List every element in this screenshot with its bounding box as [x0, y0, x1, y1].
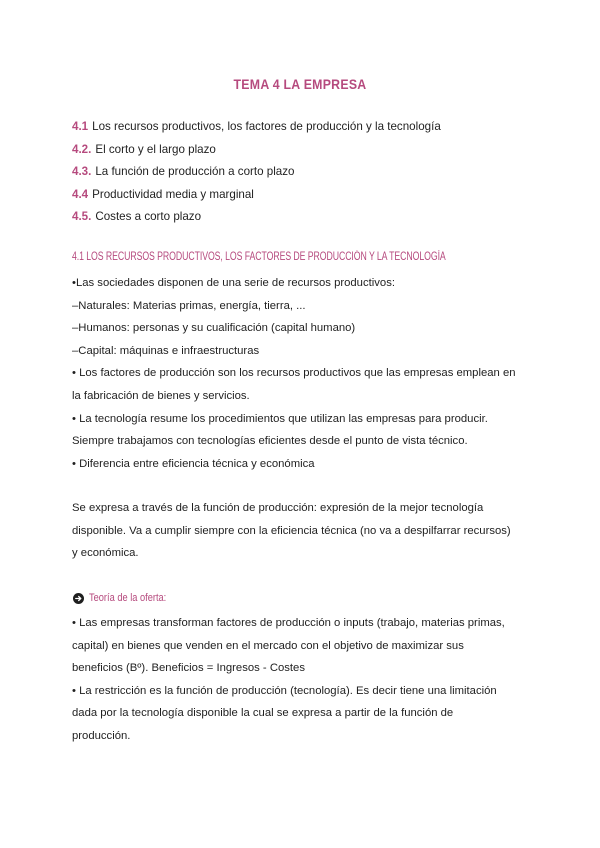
theory-heading-label: Teoría de la oferta: [89, 592, 167, 604]
toc-item [72, 187, 441, 210]
toc-item-label: Costes a corto plazo [95, 210, 202, 223]
toc-item-label: La función de producción a corto plazo [95, 165, 295, 178]
theory-body [72, 612, 534, 748]
body-line: producción. [72, 729, 131, 742]
document-title: TEMA 4 LA EMPRESA [233, 76, 367, 92]
toc-item-number: 4.5. [72, 210, 92, 223]
table-of-contents [72, 119, 441, 232]
body-line: • La tecnología resume los procedimientos que utilizan las empresas para producir. [72, 412, 488, 425]
body-line: la fabricación de bienes y servicios. [72, 389, 250, 402]
body-line: –Naturales: Materias primas, energía, tierra, ... [72, 299, 306, 312]
toc-item-label: Los recursos productivos, los factores de producción y la tecnología [92, 120, 441, 133]
body-line: beneficios (Bº). Beneficios = Ingresos - Costes [72, 662, 305, 675]
body-line: –Humanos: personas y su cualificación (capital humano) [72, 322, 356, 335]
toc-item-number: 4.3. [72, 165, 92, 178]
body-line: Siempre trabajamos con tecnologías eficientes desde el punto de vista técnico. [72, 435, 468, 448]
toc-item-number: 4.2. [72, 142, 92, 156]
body-line: • La restricción es la función de producción (tecnología). Es decir tiene una limitación [72, 684, 497, 697]
section-heading: 4.1 LOS RECURSOS PRODUCTIVOS, LOS FACTORES DE PRODUCCIÓN Y LA TECNOLOGÍA [72, 251, 446, 263]
body-line: Se expresa a través de la función de producción: expresión de la mejor tecnología [72, 502, 484, 514]
circle-arrow-right-icon [73, 593, 84, 604]
body-line: • Las empresas transforman factores de producción o inputs (trabajo, materias primas, [72, 617, 505, 629]
toc-item [72, 142, 441, 165]
body-line: disponible. Va a cumplir siempre con la eficiencia técnica (no va a despilfarrar recursos) [72, 524, 511, 537]
toc-item [72, 209, 441, 232]
toc-item-number: 4.1 [72, 120, 89, 133]
toc-item [72, 119, 441, 142]
toc-item-number: 4.4 [72, 187, 89, 201]
production-function-paragraph [72, 497, 534, 565]
section-body [72, 272, 534, 475]
toc-item-label: El corto y el largo plazo [95, 142, 216, 156]
body-line: • Los factores de producción son los recursos productivos que las empresas emplean en [72, 367, 516, 380]
body-line: •Las sociedades disponen de una serie de recursos productivos: [72, 277, 395, 289]
body-line: • Diferencia entre eficiencia técnica y económica [72, 457, 315, 470]
toc-item-label: Productividad media y marginal [92, 187, 254, 201]
body-line: dada por la tecnología disponible la cual se expresa a partir de la función de [72, 707, 454, 720]
toc-item [72, 164, 441, 187]
body-line: –Capital: máquinas e infraestructuras [72, 344, 260, 357]
body-line: y económica. [72, 547, 139, 560]
body-line: capital) en bienes que venden en el mercado con el objetivo de maximizar sus [72, 639, 464, 652]
theory-heading [73, 592, 183, 604]
